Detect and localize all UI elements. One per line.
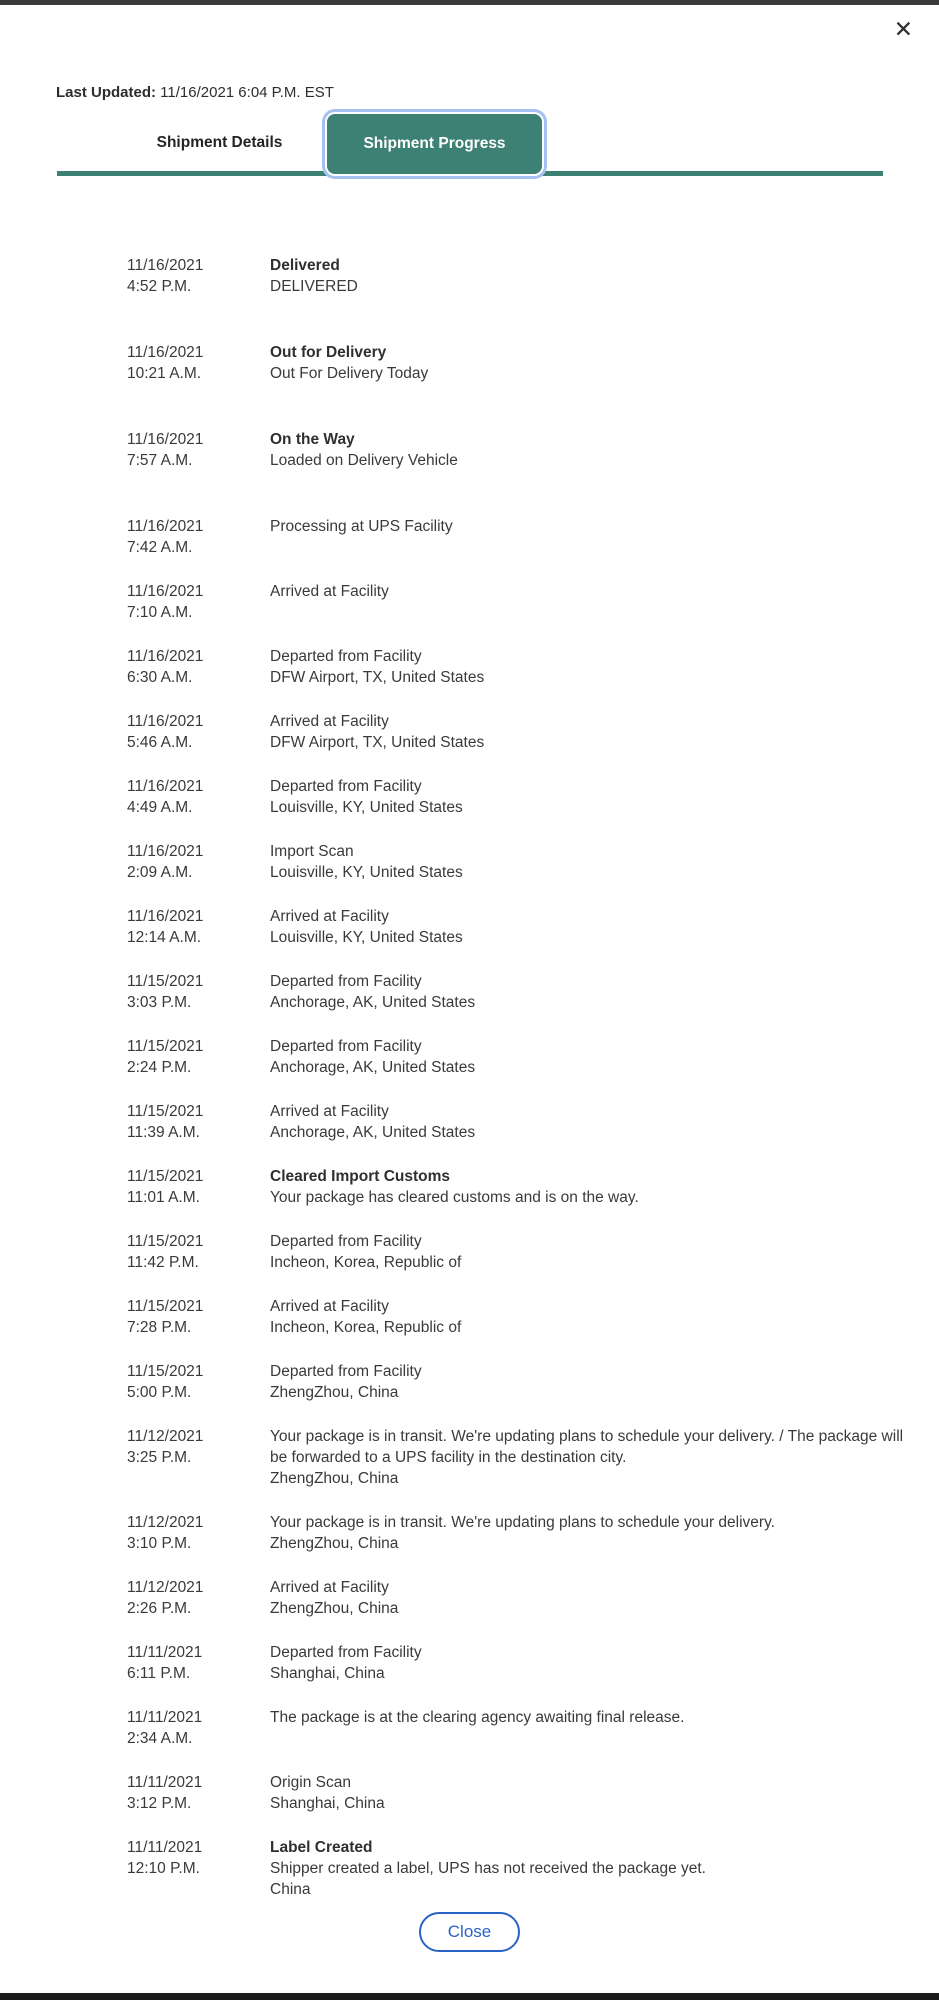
event-line: ZhengZhou, China bbox=[270, 1600, 399, 1617]
shipment-event-row bbox=[127, 429, 912, 471]
event-when bbox=[127, 429, 270, 471]
shipment-event-row bbox=[127, 776, 912, 818]
shipment-event-row bbox=[127, 1837, 912, 1900]
event-line: Louisville, KY, United States bbox=[270, 864, 463, 881]
event-what bbox=[270, 1231, 910, 1273]
event-date: 11/15/2021 bbox=[127, 1363, 204, 1380]
event-time: 2:09 A.M. bbox=[127, 864, 193, 881]
event-time: 3:12 P.M. bbox=[127, 1795, 192, 1812]
shipment-event-row bbox=[127, 906, 912, 948]
event-what bbox=[270, 971, 910, 1013]
event-when bbox=[127, 1837, 270, 1900]
event-title: Arrived at Facility bbox=[270, 1579, 389, 1596]
event-lines bbox=[270, 797, 910, 818]
shipment-event-row bbox=[127, 1426, 912, 1489]
event-line: Louisville, KY, United States bbox=[270, 799, 463, 816]
event-what bbox=[270, 906, 910, 948]
shipment-event-row bbox=[127, 1642, 912, 1684]
event-date: 11/16/2021 bbox=[127, 583, 204, 600]
event-lines bbox=[270, 1663, 910, 1684]
event-line: ZhengZhou, China bbox=[270, 1535, 399, 1552]
event-time: 7:28 P.M. bbox=[127, 1319, 192, 1336]
event-what bbox=[270, 1642, 910, 1684]
event-lines bbox=[270, 1122, 910, 1143]
event-time: 7:42 A.M. bbox=[127, 539, 193, 556]
event-line: Anchorage, AK, United States bbox=[270, 1059, 476, 1076]
event-lines bbox=[270, 1187, 910, 1208]
event-what bbox=[270, 711, 910, 753]
event-date: 11/11/2021 bbox=[127, 1774, 203, 1791]
event-lines bbox=[270, 276, 910, 297]
event-line: Incheon, Korea, Republic of bbox=[270, 1319, 462, 1336]
event-title: Out for Delivery bbox=[270, 344, 387, 361]
shipment-event-row bbox=[127, 1772, 912, 1814]
event-date: 11/12/2021 bbox=[127, 1579, 204, 1596]
event-time: 6:11 P.M. bbox=[127, 1665, 191, 1682]
event-title: Import Scan bbox=[270, 843, 354, 860]
shipment-event-row bbox=[127, 646, 912, 688]
event-when bbox=[127, 841, 270, 883]
event-date: 11/16/2021 bbox=[127, 713, 204, 730]
event-time: 12:14 A.M. bbox=[127, 929, 202, 946]
event-what bbox=[270, 1426, 910, 1489]
event-when bbox=[127, 1642, 270, 1684]
event-what bbox=[270, 1512, 910, 1554]
shipment-event-row bbox=[127, 581, 912, 623]
close-icon[interactable]: ✕ bbox=[893, 16, 913, 42]
event-time: 6:30 A.M. bbox=[127, 669, 193, 686]
event-lines bbox=[270, 862, 910, 883]
event-line: Anchorage, AK, United States bbox=[270, 1124, 476, 1141]
event-date: 11/16/2021 bbox=[127, 344, 204, 361]
event-date: 11/15/2021 bbox=[127, 1233, 204, 1250]
event-time: 11:01 A.M. bbox=[127, 1189, 200, 1206]
event-date: 11/16/2021 bbox=[127, 431, 204, 448]
event-time: 7:10 A.M. bbox=[127, 604, 193, 621]
event-what bbox=[270, 1772, 910, 1814]
event-lines bbox=[270, 1382, 910, 1403]
event-line: Out For Delivery Today bbox=[270, 365, 429, 382]
bottom-window-bar bbox=[0, 1993, 939, 2000]
event-when bbox=[127, 1512, 270, 1554]
event-when bbox=[127, 516, 270, 558]
event-line: Incheon, Korea, Republic of bbox=[270, 1254, 462, 1271]
event-lines bbox=[270, 667, 910, 688]
event-time: 10:21 A.M. bbox=[127, 365, 202, 382]
shipment-event-row bbox=[127, 255, 912, 297]
event-time: 4:52 P.M. bbox=[127, 278, 192, 295]
event-date: 11/12/2021 bbox=[127, 1514, 204, 1531]
event-when bbox=[127, 1361, 270, 1403]
event-time: 11:42 P.M. bbox=[127, 1254, 199, 1271]
event-title: Label Created bbox=[270, 1839, 373, 1856]
event-when bbox=[127, 776, 270, 818]
footer bbox=[0, 1912, 939, 1952]
event-line: Your package has cleared customs and is on the way. bbox=[270, 1189, 639, 1206]
event-line: Loaded on Delivery Vehicle bbox=[270, 452, 458, 469]
event-title: Departed from Facility bbox=[270, 1644, 422, 1661]
event-what bbox=[270, 1361, 910, 1403]
event-date: 11/16/2021 bbox=[127, 778, 204, 795]
event-line: Anchorage, AK, United States bbox=[270, 994, 476, 1011]
event-when bbox=[127, 971, 270, 1013]
event-lines bbox=[270, 927, 910, 948]
event-date: 11/16/2021 bbox=[127, 257, 204, 274]
shipment-event-row bbox=[127, 1296, 912, 1338]
event-lines bbox=[270, 1252, 910, 1273]
event-when bbox=[127, 255, 270, 297]
event-title: On the Way bbox=[270, 431, 355, 448]
event-time: 5:00 P.M. bbox=[127, 1384, 192, 1401]
event-title: Departed from Facility bbox=[270, 778, 422, 795]
shipment-event-row bbox=[127, 1036, 912, 1078]
event-time: 3:25 P.M. bbox=[127, 1449, 192, 1466]
event-title: Arrived at Facility bbox=[270, 1298, 389, 1315]
event-time: 2:34 A.M. bbox=[127, 1730, 193, 1747]
event-lines bbox=[270, 1317, 910, 1338]
event-time: 2:24 P.M. bbox=[127, 1059, 192, 1076]
event-what bbox=[270, 776, 910, 818]
event-lines bbox=[270, 450, 910, 471]
shipment-event-row bbox=[127, 1361, 912, 1403]
event-when bbox=[127, 342, 270, 384]
event-title: The package is at the clearing agency awaiting final release. bbox=[270, 1709, 685, 1726]
event-line: ZhengZhou, China bbox=[270, 1384, 399, 1401]
event-lines bbox=[270, 1057, 910, 1078]
event-line: Shipper created a label, UPS has not received the package yet. bbox=[270, 1860, 706, 1877]
event-when bbox=[127, 1166, 270, 1208]
event-title: Arrived at Facility bbox=[270, 583, 389, 600]
event-what bbox=[270, 646, 910, 688]
event-lines bbox=[270, 1858, 910, 1900]
event-line: China bbox=[270, 1881, 311, 1898]
event-date: 11/15/2021 bbox=[127, 1038, 204, 1055]
event-line: Shanghai, China bbox=[270, 1665, 385, 1682]
event-title: Arrived at Facility bbox=[270, 1103, 389, 1120]
shipment-event-row bbox=[127, 711, 912, 753]
event-line: Shanghai, China bbox=[270, 1795, 385, 1812]
event-date: 11/11/2021 bbox=[127, 1839, 203, 1856]
event-title: Processing at UPS Facility bbox=[270, 518, 453, 535]
event-when bbox=[127, 1772, 270, 1814]
event-title: Arrived at Facility bbox=[270, 908, 389, 925]
tab-shipment-details[interactable]: Shipment Details bbox=[156, 133, 283, 151]
event-date: 11/12/2021 bbox=[127, 1428, 204, 1445]
event-when bbox=[127, 1231, 270, 1273]
event-title: Cleared Import Customs bbox=[270, 1168, 451, 1185]
event-time: 12:10 P.M. bbox=[127, 1860, 200, 1877]
event-what bbox=[270, 255, 910, 297]
event-what bbox=[270, 1101, 910, 1143]
event-line: ZhengZhou, China bbox=[270, 1470, 399, 1487]
event-date: 11/16/2021 bbox=[127, 648, 204, 665]
event-title: Origin Scan bbox=[270, 1774, 351, 1791]
event-title: Your package is in transit. We're updating plans to schedule your delivery. bbox=[270, 1514, 775, 1531]
event-title: Departed from Facility bbox=[270, 1233, 422, 1250]
event-what bbox=[270, 581, 910, 623]
event-what bbox=[270, 429, 910, 471]
shipment-event-row bbox=[127, 1577, 912, 1619]
event-when bbox=[127, 1101, 270, 1143]
event-date: 11/15/2021 bbox=[127, 1103, 204, 1120]
event-when bbox=[127, 581, 270, 623]
event-date: 11/15/2021 bbox=[127, 1168, 204, 1185]
event-date: 11/16/2021 bbox=[127, 843, 204, 860]
event-date: 11/16/2021 bbox=[127, 908, 204, 925]
event-time: 11:39 A.M. bbox=[127, 1124, 200, 1141]
shipment-event-row bbox=[127, 516, 912, 558]
event-line: DFW Airport, TX, United States bbox=[270, 734, 485, 751]
event-when bbox=[127, 1296, 270, 1338]
event-when bbox=[127, 646, 270, 688]
close-button[interactable]: Close bbox=[419, 1912, 520, 1952]
tab-shipment-progress[interactable]: Shipment Progress bbox=[327, 114, 542, 174]
event-what bbox=[270, 342, 910, 384]
event-title: Delivered bbox=[270, 257, 340, 274]
event-what bbox=[270, 516, 910, 558]
event-when bbox=[127, 711, 270, 753]
event-what bbox=[270, 1707, 910, 1749]
event-what bbox=[270, 1036, 910, 1078]
shipment-event-row bbox=[127, 1231, 912, 1273]
event-date: 11/11/2021 bbox=[127, 1644, 203, 1661]
tab-bar bbox=[112, 114, 542, 171]
event-date: 11/15/2021 bbox=[127, 1298, 204, 1315]
event-date: 11/15/2021 bbox=[127, 973, 204, 990]
event-lines bbox=[270, 992, 910, 1013]
event-title: Departed from Facility bbox=[270, 1363, 422, 1380]
event-when bbox=[127, 1036, 270, 1078]
event-lines bbox=[270, 1533, 910, 1554]
last-updated-label: Last Updated: bbox=[56, 84, 157, 101]
event-line: DELIVERED bbox=[270, 278, 358, 295]
event-lines bbox=[270, 732, 910, 753]
event-what bbox=[270, 1577, 910, 1619]
event-when bbox=[127, 906, 270, 948]
event-time: 2:26 P.M. bbox=[127, 1600, 192, 1617]
event-title: Departed from Facility bbox=[270, 648, 422, 665]
event-date: 11/16/2021 bbox=[127, 518, 204, 535]
event-lines bbox=[270, 1468, 910, 1489]
event-title: Your package is in transit. We're updating plans to schedule your delivery. / The package will be forwarded to a UPS facility in the destination city. bbox=[270, 1428, 904, 1466]
top-window-bar bbox=[0, 0, 939, 5]
event-date: 11/11/2021 bbox=[127, 1709, 203, 1726]
event-when bbox=[127, 1707, 270, 1749]
event-time: 5:46 A.M. bbox=[127, 734, 193, 751]
events-list bbox=[127, 255, 912, 1900]
last-updated bbox=[56, 84, 334, 101]
event-time: 4:49 A.M. bbox=[127, 799, 193, 816]
event-line: DFW Airport, TX, United States bbox=[270, 669, 485, 686]
event-time: 3:03 P.M. bbox=[127, 994, 192, 1011]
event-title: Arrived at Facility bbox=[270, 713, 389, 730]
event-lines bbox=[270, 1793, 910, 1814]
shipment-event-row bbox=[127, 342, 912, 384]
event-time: 7:57 A.M. bbox=[127, 452, 193, 469]
event-what bbox=[270, 1296, 910, 1338]
shipment-event-row bbox=[127, 1707, 912, 1749]
shipment-event-row bbox=[127, 841, 912, 883]
shipment-event-row bbox=[127, 971, 912, 1013]
last-updated-value: 11/16/2021 6:04 P.M. EST bbox=[156, 84, 334, 101]
shipment-event-row bbox=[127, 1512, 912, 1554]
event-time: 3:10 P.M. bbox=[127, 1535, 192, 1552]
event-what bbox=[270, 841, 910, 883]
shipment-event-row bbox=[127, 1101, 912, 1143]
event-when bbox=[127, 1426, 270, 1489]
event-line: Louisville, KY, United States bbox=[270, 929, 463, 946]
event-when bbox=[127, 1577, 270, 1619]
event-lines bbox=[270, 1598, 910, 1619]
event-what bbox=[270, 1837, 910, 1900]
event-title: Departed from Facility bbox=[270, 973, 422, 990]
event-title: Departed from Facility bbox=[270, 1038, 422, 1055]
shipment-event-row bbox=[127, 1166, 912, 1208]
event-lines bbox=[270, 363, 910, 384]
event-what bbox=[270, 1166, 910, 1208]
